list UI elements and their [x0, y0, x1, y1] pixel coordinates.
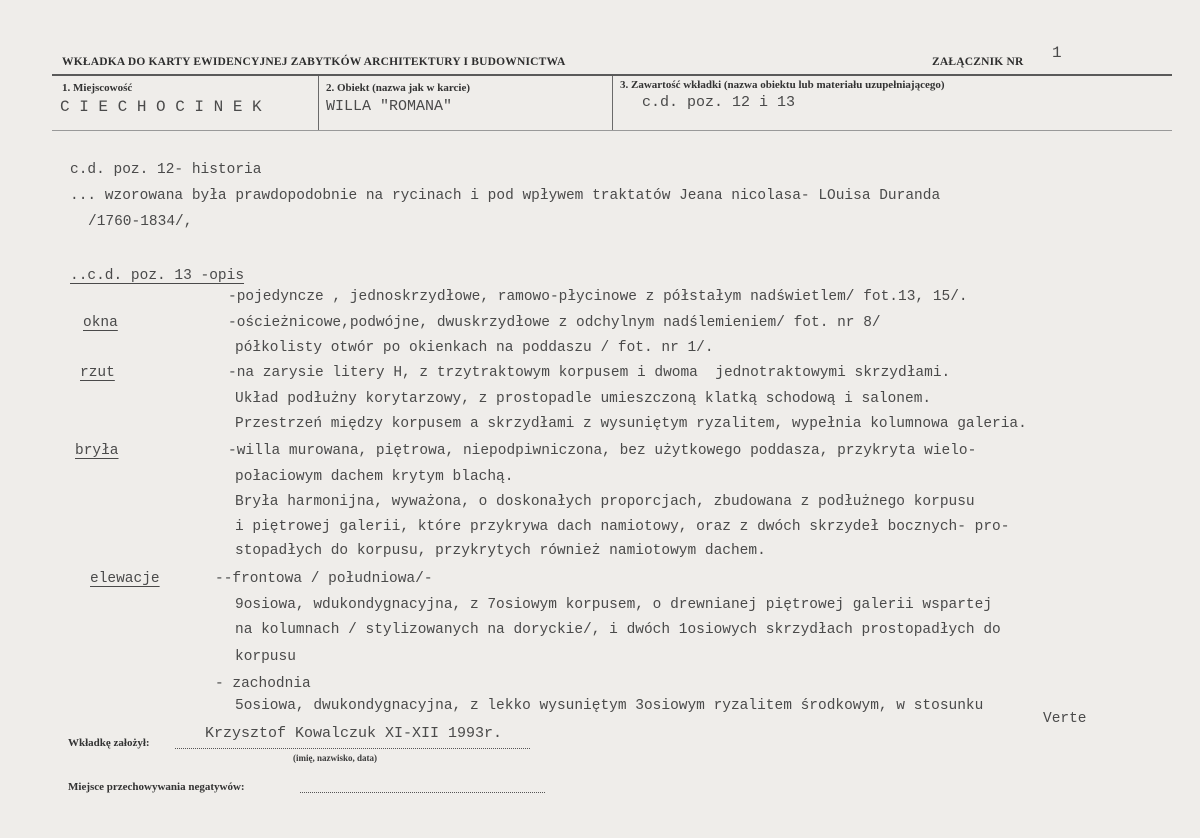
author-value: Krzysztof Kowalczuk XI-XII 1993r.	[205, 725, 503, 742]
history-text: ... wzorowana była prawdopodobnie na rycinach i pod wpływem traktatów Jeana nicolasa- LOuisa Duranda	[70, 188, 941, 204]
text-line: na kolumnach / stylizowanych na doryckie/, i dwóch 1osiowych skrzydłach prostopadłych do	[235, 622, 1001, 638]
text-line: - zachodnia	[215, 676, 311, 692]
text-line: połaciowym dachem krytym blachą.	[235, 469, 514, 485]
section-label-okna: okna	[83, 315, 118, 331]
author-hint: (imię, nazwisko, data)	[293, 753, 377, 763]
divider	[318, 76, 319, 130]
section-label-rzut: rzut	[80, 365, 115, 381]
text-line: 5osiowa, dwukondygnacyjna, z lekko wysuniętym 3osiowym ryzalitem środkowym, w stosunku	[235, 698, 984, 714]
divider	[612, 76, 613, 130]
history-text: /1760-1834/,	[88, 214, 193, 230]
author-label: Wkładkę założył:	[68, 737, 150, 749]
negatives-line	[300, 792, 545, 793]
history-heading: c.d. poz. 12- historia	[70, 162, 262, 178]
attachment-number: 1	[1052, 44, 1062, 62]
author-line	[175, 748, 530, 749]
section-label-elewacje: elewacje	[90, 571, 160, 587]
text-line: -na zarysie litery H, z trzytraktowym korpusem i dwoma jednotraktowymi skrzydłami.	[228, 365, 951, 381]
text-line: --frontowa / południowa/-	[215, 571, 433, 587]
negatives-label: Miejsce przechowywania negatywów:	[68, 781, 245, 793]
box-rule	[52, 130, 1172, 131]
text-line: -ościeżnicowe,podwójne, dwuskrzydłowe z odchylnym nadślemieniem/ fot. nr 8/	[228, 315, 881, 331]
text-line: stopadłych do korpusu, przykrytych również namiotowym dachem.	[235, 543, 766, 559]
text-line: Przestrzeń między korpusem a skrzydłami z wysuniętym ryzalitem, wypełnia kolumnowa galeria.	[235, 416, 1027, 432]
text-line: i piętrowej galerii, które przykrywa dach namiotowy, oraz z dwóch skrzydeł bocznych- pro-	[235, 519, 1010, 535]
attachment-label: ZAŁĄCZNIK NR	[932, 56, 1024, 68]
description-heading: ..c.d. poz. 13 -opis	[70, 268, 245, 284]
text-line: korpusu	[235, 649, 296, 665]
text-line: 9osiowa, wdukondygnacyjna, z 7osiowym korpusem, o drewnianej piętrowej galerii wspartej	[235, 597, 993, 613]
text-line: półkolisty otwór po okienkach na poddaszu / fot. nr 1/.	[235, 340, 714, 356]
content-value: c.d. poz. 12 i 13	[642, 94, 796, 111]
form-title: WKŁADKA DO KARTY EWIDENCYJNEJ ZABYTKÓW ARCHITEKTURY I BUDOWNICTWA	[62, 56, 566, 68]
object-label: 2. Obiekt (nazwa jak w karcie)	[326, 82, 471, 94]
verte-note: Verte	[1043, 711, 1087, 727]
text-line: Układ podłużny korytarzowy, z prostopadle umieszczoną klatką schodową i salonem.	[235, 391, 932, 407]
locality-label: 1. Miejscowość	[62, 82, 133, 94]
section-label-bryla: bryła	[75, 443, 119, 459]
text-line: -pojedyncze , jednoskrzydłowe, ramowo-płycinowe z półstałym nadświetlem/ fot.13, 15/.	[228, 289, 968, 305]
content-label: 3. Zawartość wkładki (nazwa obiektu lub materiału uzupełniającego)	[620, 79, 945, 91]
text-line: -willa murowana, piętrowa, niepodpiwniczona, bez użytkowego poddasza, przykryta wielo-	[228, 443, 977, 459]
object-value: WILLA "ROMANA"	[326, 98, 453, 115]
locality-value: C I E C H O C I N E K	[60, 98, 262, 116]
text-line: Bryła harmonijna, wyważona, o doskonałych proporcjach, zbudowana z podłużnego korpusu	[235, 494, 975, 510]
